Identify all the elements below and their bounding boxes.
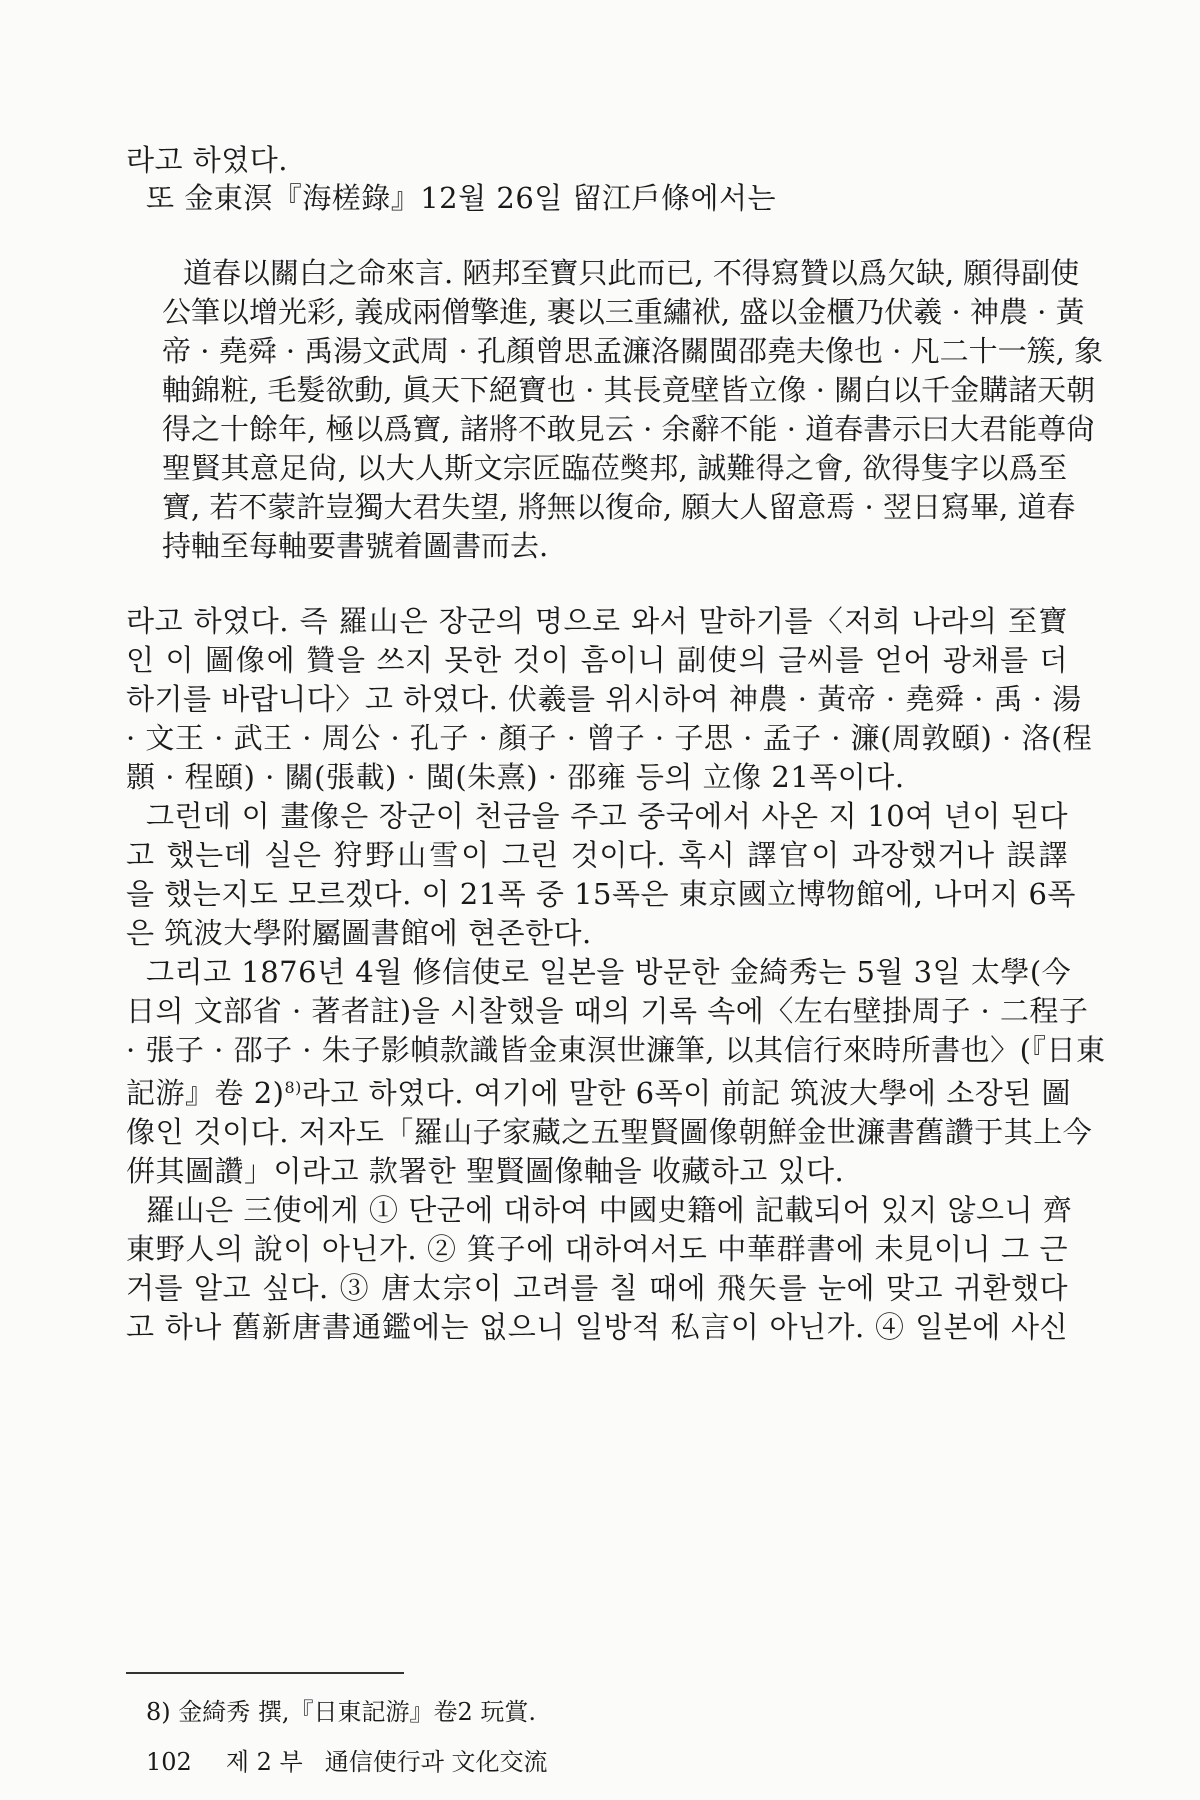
intro-line-2: 또 金東溟『海槎錄』12월 26일 留江戶條에서는 bbox=[146, 181, 777, 215]
body-line-17: 東野人의 說이 아닌가. ② 箕子에 대하여서도 中華群書에 未見이니 그 근 bbox=[126, 1232, 1068, 1266]
intro-line-1: 라고 하였다. bbox=[126, 143, 289, 177]
body-line-11: 日의 文部省 · 著者註)을 시찰했을 때의 기록 속에〈左右壁掛周子 · 二程子 bbox=[126, 994, 1089, 1028]
footnote-rule bbox=[126, 1672, 404, 1674]
body-line-9: 은 筑波大學附屬圖書館에 현존한다. bbox=[126, 916, 592, 950]
body-line-6: 그런데 이 畫像은 장군이 천금을 주고 중국에서 사온 지 10여 년이 된다 bbox=[146, 799, 1068, 833]
footnote-ref: 8) bbox=[284, 1078, 302, 1097]
quote-line-5: 得之十餘年, 極以爲寶, 諸將不敢見云 · 余辭不能 · 道春書示曰大君能尊尙 bbox=[162, 412, 1096, 446]
body-line-15: 倂其圖讚」이라고 款署한 聖賢圖像軸을 收藏하고 있다. bbox=[126, 1154, 845, 1188]
quote-line-4: 軸錦粧, 毛髮欲動, 眞天下絕寶也 · 其長竟壁皆立像 · 關白以千金購諸天朝 bbox=[162, 373, 1096, 407]
body-line-13 bbox=[126, 1073, 1072, 1113]
section-title: 通信使行과 文化交流 bbox=[324, 1748, 548, 1776]
part-label: 제 2 부 bbox=[225, 1748, 303, 1776]
body-line-8: 을 했는지도 모르겠다. 이 21폭 중 15폭은 東京國立博物館에, 나머지 6폭 bbox=[126, 877, 1076, 911]
body-line-5: 顥 · 程頤) · 關(張載) · 閩(朱熹) · 邵雍 등의 立像 21폭이다. bbox=[126, 760, 905, 794]
body-line-13-end: 라고 하였다. 여기에 말한 6폭이 前記 筑波大學에 소장된 圖 bbox=[301, 1076, 1072, 1110]
body-line-10: 그리고 1876년 4월 修信使로 일본을 방문한 金綺秀는 5월 3일 太學(今 bbox=[146, 955, 1072, 989]
body-line-4: · 文王 · 武王 · 周公 · 孔子 · 顏子 · 曾子 · 子思 · 孟子 · 濂(周敦頤) · 洛(程 bbox=[126, 721, 1093, 755]
body-line-12: · 張子 · 邵子 · 朱子影幀款識皆金東溟世濂筆, 以其信行來時所書也〉(『日東 bbox=[126, 1033, 1106, 1067]
page-number: 102 bbox=[146, 1748, 192, 1776]
quote-line-8: 持軸至每軸要書號着圖書而去. bbox=[162, 529, 549, 563]
body-line-18: 거를 알고 싶다. ③ 唐太宗이 고려를 칠 때에 飛矢를 눈에 맞고 귀환했다 bbox=[126, 1271, 1068, 1305]
quote-line-3: 帝 · 堯舜 · 禹湯文武周 · 孔顏曾思孟濂洛關閩邵堯夫像也 · 凡二十一簇, 象 bbox=[162, 334, 1104, 368]
body-line-13-start: 記游』卷 2) bbox=[126, 1076, 285, 1110]
body-line-3: 하기를 바랍니다〉고 하였다. 伏羲를 위시하여 神農 · 黃帝 · 堯舜 · 禹 · 湯 bbox=[126, 682, 1082, 716]
body-line-2: 인 이 圖像에 贊을 쓰지 못한 것이 흠이니 副使의 글씨를 얻어 광채를 더 bbox=[126, 643, 1068, 677]
footnote-8: 8) 金綺秀 撰,『日東記游』卷2 玩賞. bbox=[146, 1698, 537, 1726]
page-footer bbox=[146, 1746, 548, 1778]
body-line-19: 고 하나 舊新唐書通鑑에는 없으니 일방적 私言이 아닌가. ④ 일본에 사신 bbox=[126, 1310, 1068, 1344]
body-line-16: 羅山은 三使에게 ① 단군에 대하여 中國史籍에 記載되어 있지 않으니 齊 bbox=[146, 1193, 1073, 1227]
quote-line-6: 聖賢其意足尙, 以大人斯文宗匠臨莅獘邦, 誠難得之會, 欲得隻字以爲至 bbox=[162, 451, 1067, 485]
quote-line-2: 公筆以增光彩, 義成兩僧擎進, 裹以三重繡袱, 盛以金櫃乃伏羲 · 神農 · 黃 bbox=[162, 295, 1085, 329]
body-line-1: 라고 하였다. 즉 羅山은 장군의 명으로 와서 말하기를〈저희 나라의 至寶 bbox=[126, 604, 1068, 638]
body-line-14: 像인 것이다. 저자도「羅山子家藏之五聖賢圖像朝鮮金世濂書舊讚于其上今 bbox=[126, 1115, 1093, 1149]
body-line-7: 고 했는데 실은 狩野山雪이 그린 것이다. 혹시 譯官이 과장했거나 誤譯 bbox=[126, 838, 1068, 872]
quote-line-1: 道春以關白之命來言. 陋邦至寶只此而已, 不得寫贊以爲欠缺, 願得副使 bbox=[183, 256, 1080, 290]
quote-line-7: 寶, 若不蒙許豈獨大君失望, 將無以復命, 願大人留意焉 · 翌日寫畢, 道春 bbox=[162, 490, 1076, 524]
